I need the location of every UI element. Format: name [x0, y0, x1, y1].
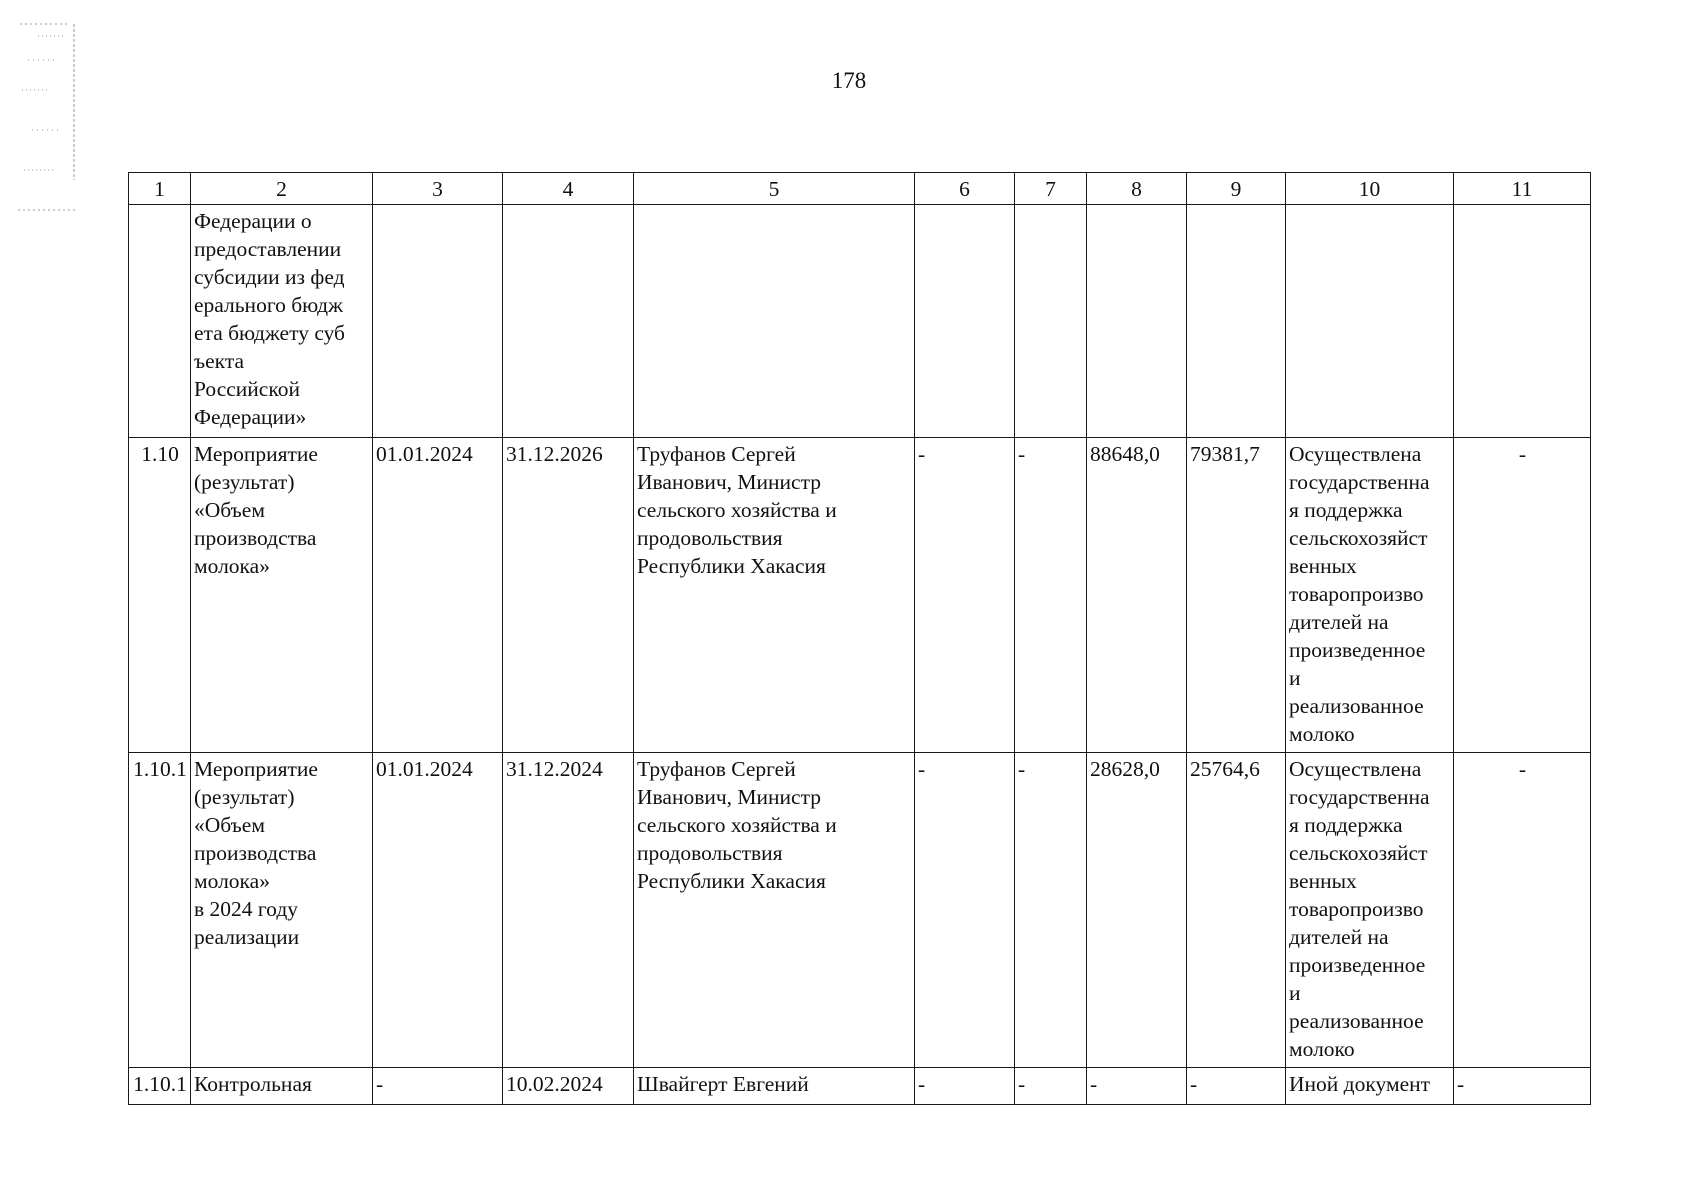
cell-col7	[1015, 205, 1087, 438]
column-header: 5	[634, 173, 915, 205]
cell-start-date	[373, 205, 503, 438]
column-header: 3	[373, 173, 503, 205]
cell-col7: -	[1015, 753, 1087, 1068]
cell-col8: -	[1087, 1068, 1187, 1105]
column-number-header-row	[129, 173, 1591, 205]
column-header: 8	[1087, 173, 1187, 205]
cell-name: Мероприятие (результат) «Объем производства молока» в 2024 году реализации	[191, 753, 373, 1068]
cell-col11: -	[1454, 753, 1591, 1068]
cell-result: Иной документ	[1286, 1068, 1454, 1105]
cell-end-date: 10.02.2024	[503, 1068, 634, 1105]
cell-name: Федерации о предоставлении субсидии из фед ерального бюдж ета бюджету суб ъекта Российской Федерации»	[191, 205, 373, 438]
cell-start-date: 01.01.2024	[373, 753, 503, 1068]
cell-responsible: Труфанов Сергей Иванович, Министр сельского хозяйства и продовольствия Республики Хакасия	[634, 438, 915, 753]
column-header: 4	[503, 173, 634, 205]
cell-result: Осуществлена государственна я поддержка сельскохозяйст венных товаропроизво дителей на произведенное и реализованное молоко	[1286, 438, 1454, 753]
table-row	[129, 1068, 1591, 1105]
cell-col6: -	[915, 1068, 1015, 1105]
cell-number: 1.10	[129, 438, 191, 753]
cell-col8	[1087, 205, 1187, 438]
table-row	[129, 205, 1591, 438]
cell-col11: -	[1454, 438, 1591, 753]
cell-col8: 88648,0	[1087, 438, 1187, 753]
column-header: 2	[191, 173, 373, 205]
column-header: 6	[915, 173, 1015, 205]
cell-number	[129, 205, 191, 438]
cell-end-date: 31.12.2026	[503, 438, 634, 753]
measures-table	[128, 172, 1591, 1105]
page-number: 178	[831, 68, 867, 93]
cell-name: Контрольная	[191, 1068, 373, 1105]
cell-responsible: Швайгерт Евгений	[634, 1068, 915, 1105]
cell-col9: 79381,7	[1187, 438, 1286, 753]
column-header: 1	[129, 173, 191, 205]
column-header: 9	[1187, 173, 1286, 205]
cell-col7: -	[1015, 438, 1087, 753]
cell-col9: -	[1187, 1068, 1286, 1105]
column-header: 11	[1454, 173, 1591, 205]
cell-start-date: 01.01.2024	[373, 438, 503, 753]
cell-number: 1.10.1	[129, 1068, 191, 1105]
cell-col6: -	[915, 438, 1015, 753]
cell-result: Осуществлена государственна я поддержка сельскохозяйст венных товаропроизво дителей на произведенное и реализованное молоко	[1286, 753, 1454, 1068]
table-row	[129, 753, 1591, 1068]
column-header: 7	[1015, 173, 1087, 205]
cell-responsible: Труфанов Сергей Иванович, Министр сельского хозяйства и продовольствия Республики Хакасия	[634, 753, 915, 1068]
table-row	[129, 438, 1591, 753]
cell-col7: -	[1015, 1068, 1087, 1105]
cell-end-date	[503, 205, 634, 438]
cell-responsible	[634, 205, 915, 438]
cell-col8: 28628,0	[1087, 753, 1187, 1068]
cell-col9: 25764,6	[1187, 753, 1286, 1068]
cell-name: Мероприятие (результат) «Объем производства молока»	[191, 438, 373, 753]
cell-col11: -	[1454, 1068, 1591, 1105]
cell-start-date: -	[373, 1068, 503, 1105]
cell-col6: -	[915, 753, 1015, 1068]
cell-end-date: 31.12.2024	[503, 753, 634, 1068]
cell-col6	[915, 205, 1015, 438]
cell-col9	[1187, 205, 1286, 438]
column-header: 10	[1286, 173, 1454, 205]
cell-number: 1.10.1	[129, 753, 191, 1068]
cell-col11	[1454, 205, 1591, 438]
cell-result	[1286, 205, 1454, 438]
scan-edge-marks	[18, 20, 86, 240]
